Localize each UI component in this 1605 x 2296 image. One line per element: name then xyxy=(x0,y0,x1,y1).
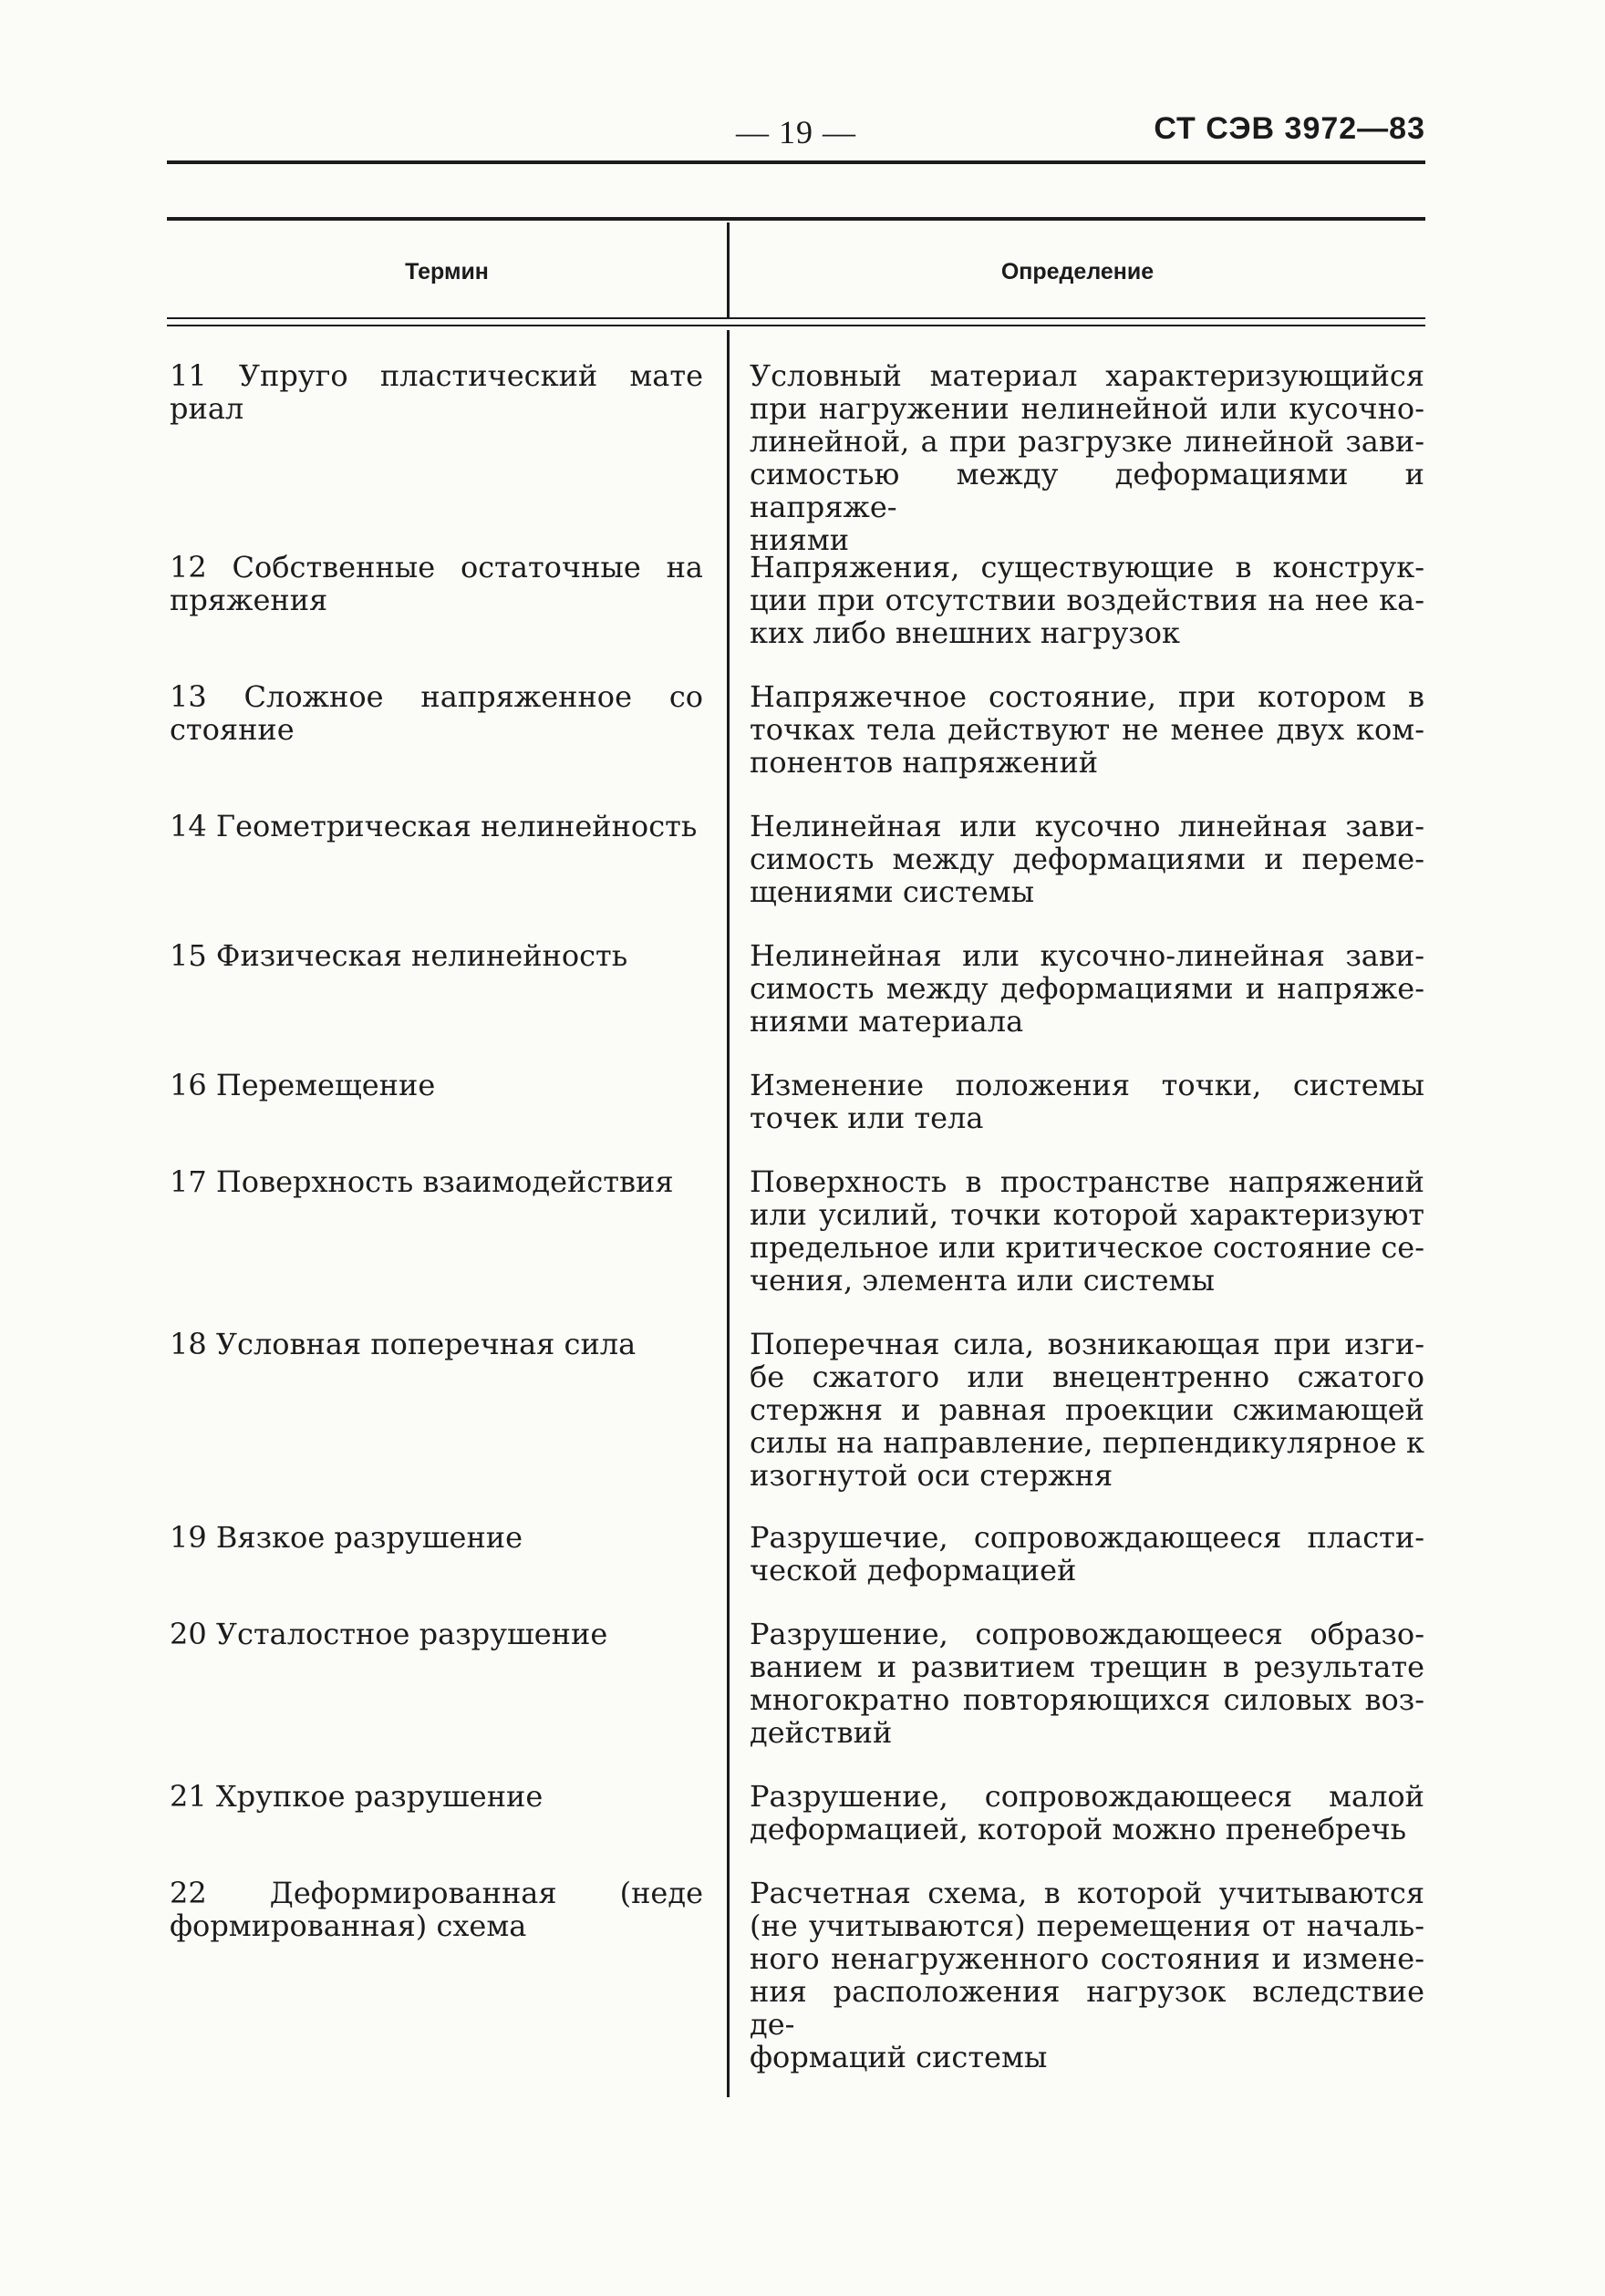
definition-cell xyxy=(750,680,1424,779)
page-number: — 19 — xyxy=(736,114,856,150)
term-line: 19 Вязкое разрушение xyxy=(170,1520,523,1555)
page-header xyxy=(167,108,1425,162)
definition-line: симость между деформациями и переме- xyxy=(750,842,1424,876)
definition-line: при нагружении нелинейной или кусочно- xyxy=(750,391,1424,426)
definition-line: формаций системы xyxy=(750,2040,1048,2074)
term-cell xyxy=(170,1521,703,1554)
term-cell xyxy=(170,1780,703,1813)
term-cell xyxy=(170,1328,703,1360)
definition-line: ких либо внешних нагрузок xyxy=(750,615,1181,650)
term-cell xyxy=(170,939,703,972)
definition-cell xyxy=(750,810,1424,908)
definition-cell xyxy=(750,551,1424,649)
term-line: стояние xyxy=(170,712,295,747)
definition-line: чения, элемента или системы xyxy=(750,1263,1215,1298)
definition-line: щениями системы xyxy=(750,874,1035,909)
term-cell xyxy=(170,1069,703,1101)
column-header-definition: Определение xyxy=(1000,259,1155,284)
definition-cell xyxy=(750,1521,1424,1587)
definition-line: точек или тела xyxy=(750,1101,984,1135)
term-line: формированная) схема xyxy=(170,1908,527,1943)
term-line: 17 Поверхность взаимодействия xyxy=(170,1164,674,1199)
definition-line: Расчетная схема, в которой учитываются xyxy=(750,1876,1424,1910)
definition-line: (не учитываются) перемещения от началь- xyxy=(750,1908,1424,1943)
term-cell xyxy=(170,1877,703,1942)
definition-line: симостью между деформациями и напряже- xyxy=(750,457,1424,524)
term-line: пряжения xyxy=(170,583,328,617)
term-cell xyxy=(170,1165,703,1198)
term-cell xyxy=(170,680,703,746)
definition-cell xyxy=(750,1165,1424,1297)
definition-line: Нелинейная или кусочно-линейная зави- xyxy=(750,938,1424,973)
definition-line: ции при отсутствии воздействия на нее ка- xyxy=(750,583,1424,617)
definition-line: ного ненагруженного состояния и измене- xyxy=(750,1941,1424,1976)
document-code: СТ СЭВ 3972—83 xyxy=(1154,111,1425,146)
definition-line: линейной, а при разгрузке линейной зави- xyxy=(750,424,1424,459)
definition-line: Разрушение, сопровождающееся малой xyxy=(750,1779,1424,1814)
column-divider-body xyxy=(727,330,730,2097)
term-cell xyxy=(170,810,703,843)
definition-line: стержня и равная проекции сжимающей xyxy=(750,1392,1424,1427)
term-cell xyxy=(170,359,703,425)
definition-line: или усилий, точки которой характеризуют xyxy=(750,1197,1424,1232)
definition-line: ниями xyxy=(750,522,850,557)
definition-line: Поперечная сила, возникающая при изги- xyxy=(750,1327,1424,1361)
header-double-rule-upper xyxy=(167,317,1425,319)
term-line: 16 Перемещение xyxy=(170,1068,436,1102)
term-line: 15 Физическая нелинейность xyxy=(170,938,628,973)
definition-line: ниями материала xyxy=(750,1004,1024,1039)
term-line: 22 Деформированная (неде xyxy=(170,1876,703,1910)
definition-line: ванием и развитием трещин в результате xyxy=(750,1650,1424,1684)
header-rule xyxy=(167,160,1425,164)
definition-cell xyxy=(750,1069,1424,1134)
definition-line: Напряжечное состояние, при котором в xyxy=(750,679,1424,714)
definition-line: действий xyxy=(750,1715,893,1750)
definition-line: многократно повторяющихся силовых воз- xyxy=(750,1682,1424,1717)
term-line: 11 Упруго пластический мате xyxy=(170,358,703,393)
definition-cell xyxy=(750,359,1424,556)
definition-line: точках тела действуют не менее двух ком- xyxy=(750,712,1424,747)
definition-line: предельное или критическое состояние се- xyxy=(750,1230,1424,1265)
definition-cell xyxy=(750,939,1424,1038)
header-double-rule-lower xyxy=(167,325,1425,326)
definition-line: ния расположения нагрузок вследствие де- xyxy=(750,1974,1424,2042)
definition-cell xyxy=(750,1328,1424,1492)
term-line: 20 Усталостное разрушение xyxy=(170,1617,608,1651)
term-line: риал xyxy=(170,391,244,426)
definition-line: понентов напряжений xyxy=(750,745,1099,780)
definition-cell xyxy=(750,1877,1424,2074)
term-line: 12 Собственные остаточные на xyxy=(170,550,703,584)
column-header-term: Термин xyxy=(405,259,489,284)
definition-line: симость между деформациями и напряже- xyxy=(750,971,1424,1006)
definition-line: Разрушечие, сопровождающееся пласти- xyxy=(750,1520,1424,1555)
term-cell xyxy=(170,551,703,616)
definition-line: ческой деформацией xyxy=(750,1553,1077,1588)
definition-line: Напряжения, существующие в конструк- xyxy=(750,550,1424,584)
term-line: 18 Условная поперечная сила xyxy=(170,1327,637,1361)
table-top-rule xyxy=(167,217,1425,221)
definition-cell xyxy=(750,1780,1424,1846)
definition-line: Поверхность в пространстве напряжений xyxy=(750,1164,1424,1199)
term-cell xyxy=(170,1618,703,1650)
definition-line: изогнутой оси стержня xyxy=(750,1458,1113,1493)
term-line: 21 Хрупкое разрушение xyxy=(170,1779,544,1814)
term-line: 13 Сложное напряженное со xyxy=(170,679,703,714)
term-line: 14 Геометрическая нелинейность xyxy=(170,809,698,843)
definition-line: деформацией, которой можно пренебречь xyxy=(750,1812,1407,1846)
definition-line: бе сжатого или внецентренно сжатого xyxy=(750,1360,1424,1394)
definition-line: Условный материал характеризующийся xyxy=(750,358,1424,393)
definition-line: Изменение положения точки, системы xyxy=(750,1068,1424,1102)
definition-cell xyxy=(750,1618,1424,1749)
definition-line: Разрушение, сопровождающееся образо- xyxy=(750,1617,1424,1651)
definition-line: силы на направление, перпендикулярное к xyxy=(750,1425,1424,1460)
definition-line: Нелинейная или кусочно линейная зави- xyxy=(750,809,1424,843)
column-divider-header xyxy=(727,222,730,317)
